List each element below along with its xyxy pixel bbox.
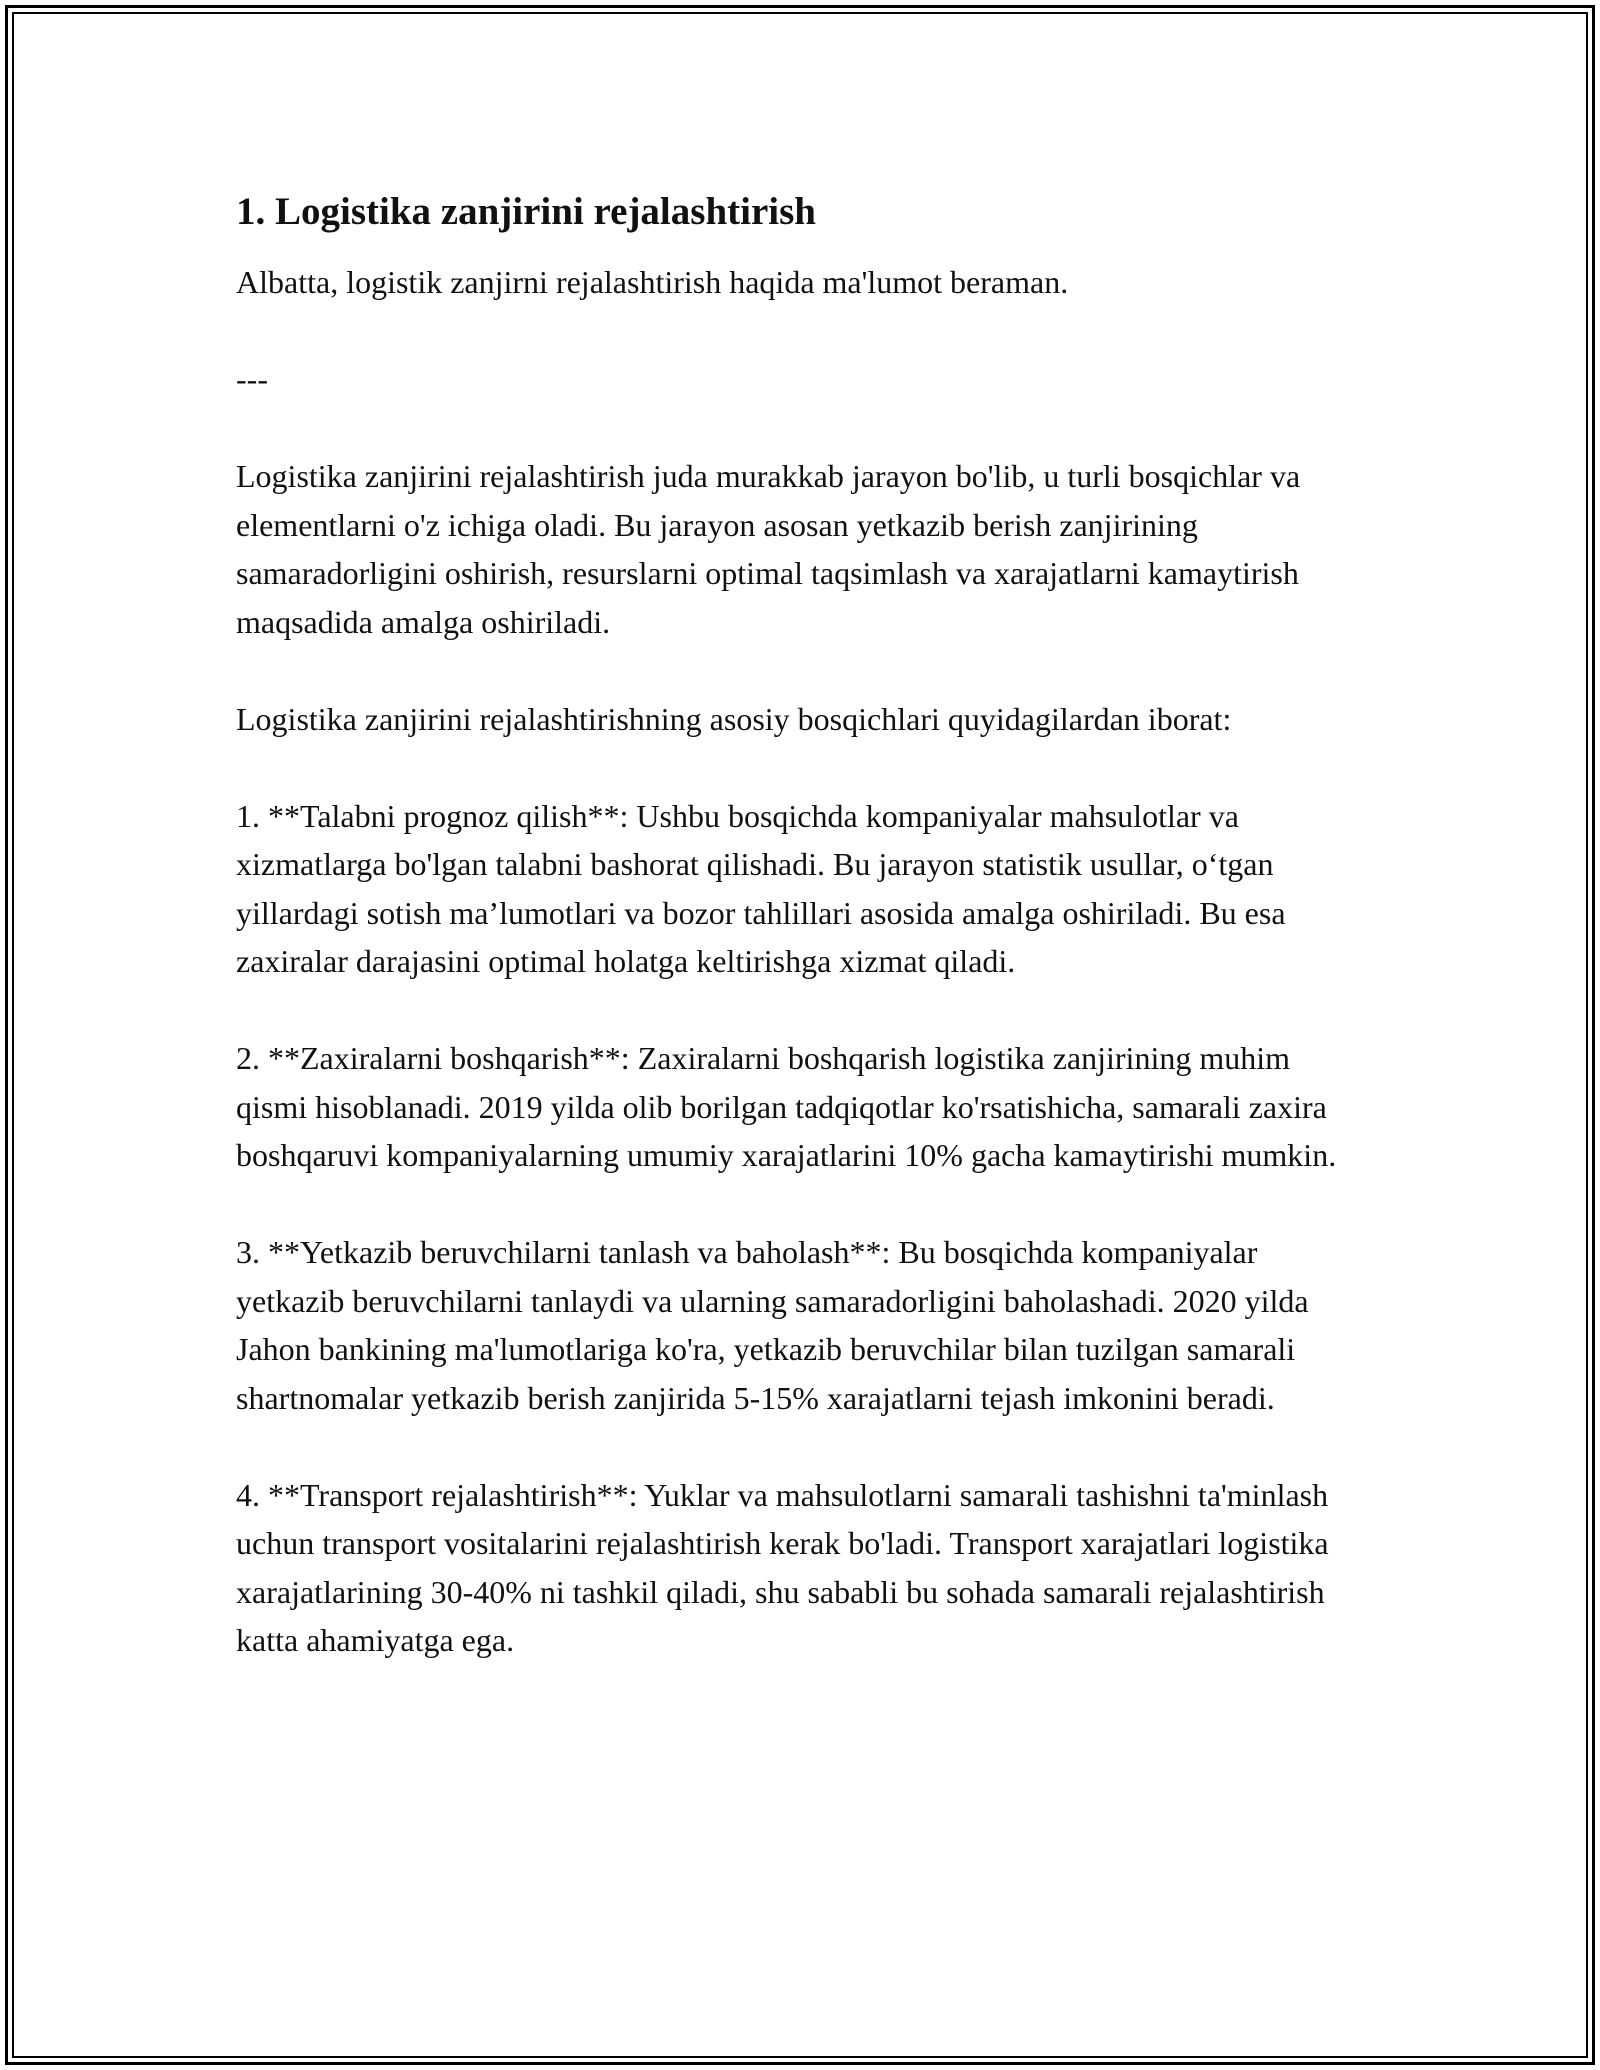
list-item-transport-planning: 4. **Transport rejalashtirish**: Yuklar va mahsulotlarni samarali tashishni ta'minlash uchun transport vositalarini rejalashtirish kerak bo'ladi. Transport xarajatlari logistika xarajatlarining 30-40% ni tashkil qiladi, shu sababli bu sohada samarali rejalashtirish katta ahamiyatga ega. <box>236 1476 1329 1658</box>
list-item-inventory-management: 2. **Zaxiralarni boshqarish**: Zaxiralarni boshqarish logistika zanjirining muhim qismi hisoblanadi. 2019 yilda olib borilgan tadqiqotlar ko'rsatishicha, samarali zaxira boshqaruvi kompaniyalarning umumiy xarajatlarini 10% gacha kamaytirishi mumkin. <box>236 1040 1337 1173</box>
intro-paragraph: Albatta, logistik zanjirni rejalashtirish haqida ma'lumot beraman. <box>236 264 1069 300</box>
list-item-demand-forecasting: 1. **Talabni prognoz qilish**: Ushbu bosqichda kompaniyalar mahsulotlar va xizmatlarga bo'lgan talabni bashorat qilishadi. Bu jarayon statistik usullar, o‘tgan yillardagi sotish ma’lumotlari va bozor tahlillari asosida amalga oshiriladi. Bu esa zaxiralar darajasini optimal holatga keltirishga xizmat qiladi. <box>236 797 1286 979</box>
separator-line: --- <box>236 361 268 397</box>
stages-intro-paragraph: Logistika zanjirini rejalashtirishning asosiy bosqichlari quyidagilardan iborat: <box>236 700 1232 737</box>
document-title: 1. Logistika zanjirini rejalashtirish <box>236 190 816 233</box>
list-item-supplier-selection: 3. **Yetkazib beruvchilarni tanlash va baholash**: Bu bosqichda kompaniyalar yetkazib beruvchilarni tanlaydi va ularning samaradorligini baholashadi. 2020 yilda Jahon bankining ma'lumotlariga ko'ra, yetkazib beruvchilar bilan tuzilgan samarali shartnomalar yetkazib berish zanjirida 5-15% xarajatlarni tejash imkonini beradi. <box>236 1234 1309 1416</box>
document-body <box>236 186 1366 1665</box>
overview-paragraph: Logistika zanjirini rejalashtirish juda murakkab jarayon bo'lib, u turli bosqichlar va elementlarni o'z ichiga oladi. Bu jarayon asosan yetkazib berish zanjirining samaradorligini oshirish, resurslarni optimal taqsimlash va xarajatlarni kamaytirish maqsadida amalga oshiriladi. <box>236 458 1301 640</box>
